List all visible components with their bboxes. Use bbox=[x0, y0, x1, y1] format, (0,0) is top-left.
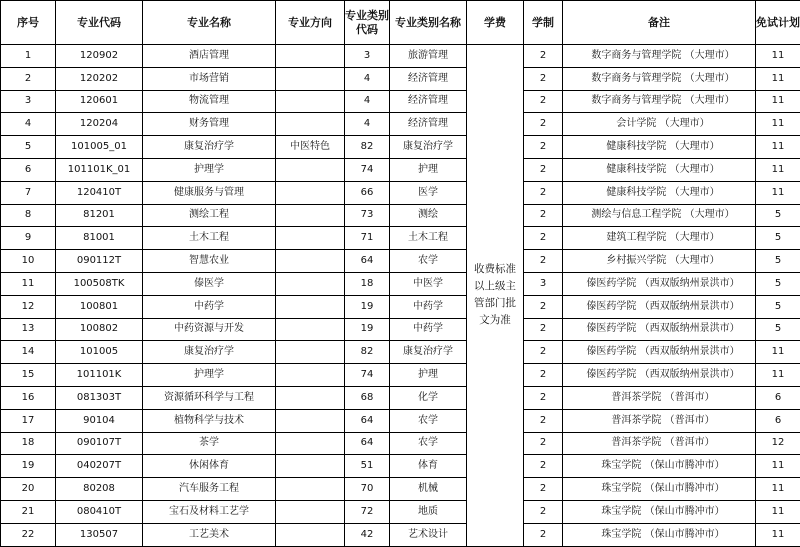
cell-duration: 2 bbox=[524, 158, 563, 181]
cell-direction bbox=[276, 478, 345, 501]
cell-direction bbox=[276, 227, 345, 250]
cell-code: 80208 bbox=[56, 478, 143, 501]
cell-seq: 17 bbox=[1, 409, 56, 432]
cell-seq: 13 bbox=[1, 318, 56, 341]
table-row bbox=[1, 455, 800, 478]
table-row bbox=[1, 409, 800, 432]
cell-class-code: 68 bbox=[345, 386, 390, 409]
cell-direction bbox=[276, 318, 345, 341]
cell-note: 珠宝学院 （保山市腾冲市） bbox=[563, 523, 756, 546]
cell-direction bbox=[276, 158, 345, 181]
cell-code: 120601 bbox=[56, 90, 143, 113]
cell-duration: 2 bbox=[524, 113, 563, 136]
cell-duration: 2 bbox=[524, 250, 563, 273]
cell-plan: 5 bbox=[756, 250, 800, 273]
cell-direction: 中医特色 bbox=[276, 136, 345, 159]
cell-note: 珠宝学院 （保山市腾冲市） bbox=[563, 478, 756, 501]
cell-direction bbox=[276, 409, 345, 432]
cell-plan: 11 bbox=[756, 478, 800, 501]
cell-plan: 6 bbox=[756, 409, 800, 432]
cell-code: 101005 bbox=[56, 341, 143, 364]
cell-note: 健康科技学院 （大理市） bbox=[563, 158, 756, 181]
cell-code: 81001 bbox=[56, 227, 143, 250]
cell-class-code: 66 bbox=[345, 181, 390, 204]
cell-class-name: 中药学 bbox=[390, 318, 467, 341]
cell-code: 120202 bbox=[56, 67, 143, 90]
cell-name: 测绘工程 bbox=[143, 204, 276, 227]
cell-plan: 11 bbox=[756, 113, 800, 136]
cell-plan: 11 bbox=[756, 341, 800, 364]
cell-plan: 11 bbox=[756, 364, 800, 387]
cell-code: 130507 bbox=[56, 523, 143, 546]
cell-class-name: 化学 bbox=[390, 386, 467, 409]
cell-name: 资源循环科学与工程 bbox=[143, 386, 276, 409]
cell-code: 90104 bbox=[56, 409, 143, 432]
cell-class-name: 旅游管理 bbox=[390, 45, 467, 68]
table-row bbox=[1, 432, 800, 455]
header-class-name: 专业类别名称 bbox=[390, 1, 467, 45]
cell-duration: 2 bbox=[524, 204, 563, 227]
cell-duration: 2 bbox=[524, 45, 563, 68]
cell-name: 市场营销 bbox=[143, 67, 276, 90]
header-direction: 专业方向 bbox=[276, 1, 345, 45]
cell-code: 090107T bbox=[56, 432, 143, 455]
cell-plan: 11 bbox=[756, 158, 800, 181]
cell-class-code: 72 bbox=[345, 500, 390, 523]
cell-direction bbox=[276, 250, 345, 273]
cell-class-code: 73 bbox=[345, 204, 390, 227]
cell-note: 普洱茶学院 （普洱市） bbox=[563, 409, 756, 432]
cell-class-name: 护理 bbox=[390, 158, 467, 181]
cell-direction bbox=[276, 272, 345, 295]
cell-name: 中药资源与开发 bbox=[143, 318, 276, 341]
cell-class-name: 康复治疗学 bbox=[390, 341, 467, 364]
table-row bbox=[1, 318, 800, 341]
cell-class-name: 康复治疗学 bbox=[390, 136, 467, 159]
cell-code: 040207T bbox=[56, 455, 143, 478]
cell-class-name: 地质 bbox=[390, 500, 467, 523]
cell-direction bbox=[276, 432, 345, 455]
cell-plan: 11 bbox=[756, 45, 800, 68]
table-row bbox=[1, 158, 800, 181]
cell-name: 健康服务与管理 bbox=[143, 181, 276, 204]
cell-note: 珠宝学院 （保山市腾冲市） bbox=[563, 455, 756, 478]
cell-class-name: 经济管理 bbox=[390, 90, 467, 113]
cell-direction bbox=[276, 204, 345, 227]
table-row bbox=[1, 67, 800, 90]
cell-direction bbox=[276, 364, 345, 387]
cell-direction bbox=[276, 67, 345, 90]
cell-seq: 3 bbox=[1, 90, 56, 113]
table-row bbox=[1, 386, 800, 409]
cell-duration: 2 bbox=[524, 295, 563, 318]
cell-name: 工艺美术 bbox=[143, 523, 276, 546]
cell-class-code: 74 bbox=[345, 158, 390, 181]
table-row bbox=[1, 500, 800, 523]
cell-code: 081303T bbox=[56, 386, 143, 409]
fee-note-cell: 收费标准以上级主管部门批文为准 bbox=[467, 45, 524, 547]
cell-seq: 2 bbox=[1, 67, 56, 90]
cell-class-code: 19 bbox=[345, 318, 390, 341]
cell-seq: 6 bbox=[1, 158, 56, 181]
cell-class-name: 农学 bbox=[390, 250, 467, 273]
cell-direction bbox=[276, 45, 345, 68]
cell-direction bbox=[276, 523, 345, 546]
cell-seq: 20 bbox=[1, 478, 56, 501]
cell-code: 101005_01 bbox=[56, 136, 143, 159]
cell-class-code: 51 bbox=[345, 455, 390, 478]
cell-name: 植物科学与技术 bbox=[143, 409, 276, 432]
cell-class-name: 经济管理 bbox=[390, 67, 467, 90]
cell-class-code: 64 bbox=[345, 409, 390, 432]
cell-seq: 10 bbox=[1, 250, 56, 273]
cell-seq: 4 bbox=[1, 113, 56, 136]
table-row bbox=[1, 181, 800, 204]
cell-class-name: 农学 bbox=[390, 432, 467, 455]
cell-class-code: 64 bbox=[345, 432, 390, 455]
table-row bbox=[1, 227, 800, 250]
cell-code: 120204 bbox=[56, 113, 143, 136]
cell-duration: 2 bbox=[524, 181, 563, 204]
table-row bbox=[1, 295, 800, 318]
cell-code: 101101K_01 bbox=[56, 158, 143, 181]
cell-note: 数字商务与管理学院 （大理市） bbox=[563, 45, 756, 68]
cell-duration: 2 bbox=[524, 90, 563, 113]
cell-class-code: 70 bbox=[345, 478, 390, 501]
cell-note: 乡村振兴学院 （大理市） bbox=[563, 250, 756, 273]
cell-class-code: 3 bbox=[345, 45, 390, 68]
cell-class-code: 4 bbox=[345, 90, 390, 113]
cell-duration: 3 bbox=[524, 272, 563, 295]
cell-plan: 5 bbox=[756, 318, 800, 341]
cell-seq: 9 bbox=[1, 227, 56, 250]
table-row bbox=[1, 478, 800, 501]
cell-name: 土木工程 bbox=[143, 227, 276, 250]
cell-direction bbox=[276, 341, 345, 364]
cell-seq: 7 bbox=[1, 181, 56, 204]
cell-seq: 18 bbox=[1, 432, 56, 455]
cell-plan: 6 bbox=[756, 386, 800, 409]
header-name: 专业名称 bbox=[143, 1, 276, 45]
cell-code: 120902 bbox=[56, 45, 143, 68]
cell-note: 普洱茶学院 （普洱市） bbox=[563, 386, 756, 409]
cell-plan: 5 bbox=[756, 295, 800, 318]
cell-seq: 8 bbox=[1, 204, 56, 227]
header-plan: 免试计划 bbox=[756, 1, 800, 45]
cell-code: 090112T bbox=[56, 250, 143, 273]
table-row bbox=[1, 250, 800, 273]
cell-note: 珠宝学院 （保山市腾冲市） bbox=[563, 500, 756, 523]
header-seq: 序号 bbox=[1, 1, 56, 45]
cell-class-code: 64 bbox=[345, 250, 390, 273]
cell-plan: 5 bbox=[756, 227, 800, 250]
cell-name: 休闲体育 bbox=[143, 455, 276, 478]
cell-note: 建筑工程学院 （大理市） bbox=[563, 227, 756, 250]
header-code: 专业代码 bbox=[56, 1, 143, 45]
cell-duration: 2 bbox=[524, 432, 563, 455]
cell-duration: 2 bbox=[524, 523, 563, 546]
cell-note: 傣医药学院 （西双版纳州景洪市） bbox=[563, 272, 756, 295]
cell-plan: 11 bbox=[756, 523, 800, 546]
cell-note: 傣医药学院 （西双版纳州景洪市） bbox=[563, 318, 756, 341]
cell-code: 101101K bbox=[56, 364, 143, 387]
cell-plan: 11 bbox=[756, 67, 800, 90]
cell-plan: 5 bbox=[756, 272, 800, 295]
table-row bbox=[1, 272, 800, 295]
cell-class-code: 71 bbox=[345, 227, 390, 250]
table-row bbox=[1, 364, 800, 387]
cell-plan: 11 bbox=[756, 500, 800, 523]
cell-class-name: 中医学 bbox=[390, 272, 467, 295]
cell-name: 中药学 bbox=[143, 295, 276, 318]
cell-name: 智慧农业 bbox=[143, 250, 276, 273]
cell-plan: 11 bbox=[756, 136, 800, 159]
cell-class-code: 82 bbox=[345, 341, 390, 364]
cell-duration: 2 bbox=[524, 341, 563, 364]
cell-seq: 11 bbox=[1, 272, 56, 295]
cell-seq: 12 bbox=[1, 295, 56, 318]
cell-note: 测绘与信息工程学院 （大理市） bbox=[563, 204, 756, 227]
cell-direction bbox=[276, 113, 345, 136]
cell-direction bbox=[276, 500, 345, 523]
cell-duration: 2 bbox=[524, 409, 563, 432]
cell-class-code: 18 bbox=[345, 272, 390, 295]
cell-name: 财务管理 bbox=[143, 113, 276, 136]
cell-seq: 19 bbox=[1, 455, 56, 478]
cell-class-code: 4 bbox=[345, 113, 390, 136]
cell-plan: 12 bbox=[756, 432, 800, 455]
cell-class-name: 体育 bbox=[390, 455, 467, 478]
cell-class-name: 医学 bbox=[390, 181, 467, 204]
cell-note: 数字商务与管理学院 （大理市） bbox=[563, 90, 756, 113]
table-row bbox=[1, 341, 800, 364]
cell-class-name: 农学 bbox=[390, 409, 467, 432]
cell-duration: 2 bbox=[524, 500, 563, 523]
cell-seq: 22 bbox=[1, 523, 56, 546]
header-fee: 学费 bbox=[467, 1, 524, 45]
cell-note: 健康科技学院 （大理市） bbox=[563, 136, 756, 159]
cell-duration: 2 bbox=[524, 318, 563, 341]
cell-note: 傣医药学院 （西双版纳州景洪市） bbox=[563, 341, 756, 364]
table-row bbox=[1, 204, 800, 227]
cell-class-code: 19 bbox=[345, 295, 390, 318]
cell-duration: 2 bbox=[524, 227, 563, 250]
cell-note: 数字商务与管理学院 （大理市） bbox=[563, 67, 756, 90]
cell-direction bbox=[276, 90, 345, 113]
cell-note: 傣医药学院 （西双版纳州景洪市） bbox=[563, 364, 756, 387]
cell-note: 健康科技学院 （大理市） bbox=[563, 181, 756, 204]
cell-code: 100802 bbox=[56, 318, 143, 341]
cell-class-name: 机械 bbox=[390, 478, 467, 501]
header-row bbox=[1, 1, 800, 45]
cell-seq: 14 bbox=[1, 341, 56, 364]
cell-seq: 21 bbox=[1, 500, 56, 523]
cell-duration: 2 bbox=[524, 364, 563, 387]
cell-name: 康复治疗学 bbox=[143, 341, 276, 364]
table-row bbox=[1, 523, 800, 546]
cell-code: 100508TK bbox=[56, 272, 143, 295]
cell-class-name: 中药学 bbox=[390, 295, 467, 318]
cell-class-name: 经济管理 bbox=[390, 113, 467, 136]
cell-duration: 2 bbox=[524, 67, 563, 90]
table-row bbox=[1, 90, 800, 113]
cell-note: 傣医药学院 （西双版纳州景洪市） bbox=[563, 295, 756, 318]
cell-seq: 5 bbox=[1, 136, 56, 159]
cell-direction bbox=[276, 295, 345, 318]
cell-class-code: 42 bbox=[345, 523, 390, 546]
cell-name: 汽车服务工程 bbox=[143, 478, 276, 501]
cell-direction bbox=[276, 386, 345, 409]
cell-code: 120410T bbox=[56, 181, 143, 204]
cell-code: 81201 bbox=[56, 204, 143, 227]
cell-duration: 2 bbox=[524, 136, 563, 159]
cell-duration: 2 bbox=[524, 478, 563, 501]
header-duration: 学制 bbox=[524, 1, 563, 45]
cell-code: 080410T bbox=[56, 500, 143, 523]
cell-name: 茶学 bbox=[143, 432, 276, 455]
cell-seq: 16 bbox=[1, 386, 56, 409]
cell-name: 护理学 bbox=[143, 158, 276, 181]
cell-duration: 2 bbox=[524, 386, 563, 409]
cell-class-code: 74 bbox=[345, 364, 390, 387]
cell-name: 酒店管理 bbox=[143, 45, 276, 68]
table-row bbox=[1, 45, 800, 68]
cell-duration: 2 bbox=[524, 455, 563, 478]
cell-name: 傣医学 bbox=[143, 272, 276, 295]
cell-class-name: 测绘 bbox=[390, 204, 467, 227]
cell-class-code: 82 bbox=[345, 136, 390, 159]
cell-class-name: 护理 bbox=[390, 364, 467, 387]
cell-seq: 1 bbox=[1, 45, 56, 68]
table-row bbox=[1, 136, 800, 159]
cell-direction bbox=[276, 455, 345, 478]
cell-class-name: 艺术设计 bbox=[390, 523, 467, 546]
cell-class-name: 土木工程 bbox=[390, 227, 467, 250]
cell-plan: 11 bbox=[756, 181, 800, 204]
cell-name: 护理学 bbox=[143, 364, 276, 387]
cell-class-code: 4 bbox=[345, 67, 390, 90]
cell-code: 100801 bbox=[56, 295, 143, 318]
cell-name: 宝石及材料工艺学 bbox=[143, 500, 276, 523]
header-note: 备注 bbox=[563, 1, 756, 45]
cell-note: 会计学院 （大理市） bbox=[563, 113, 756, 136]
table-row bbox=[1, 113, 800, 136]
header-class-code: 专业类别代码 bbox=[345, 1, 390, 45]
cell-seq: 15 bbox=[1, 364, 56, 387]
cell-plan: 5 bbox=[756, 204, 800, 227]
cell-note: 普洱茶学院 （普洱市） bbox=[563, 432, 756, 455]
cell-plan: 11 bbox=[756, 455, 800, 478]
cell-direction bbox=[276, 181, 345, 204]
cell-name: 康复治疗学 bbox=[143, 136, 276, 159]
cell-name: 物流管理 bbox=[143, 90, 276, 113]
cell-plan: 11 bbox=[756, 90, 800, 113]
